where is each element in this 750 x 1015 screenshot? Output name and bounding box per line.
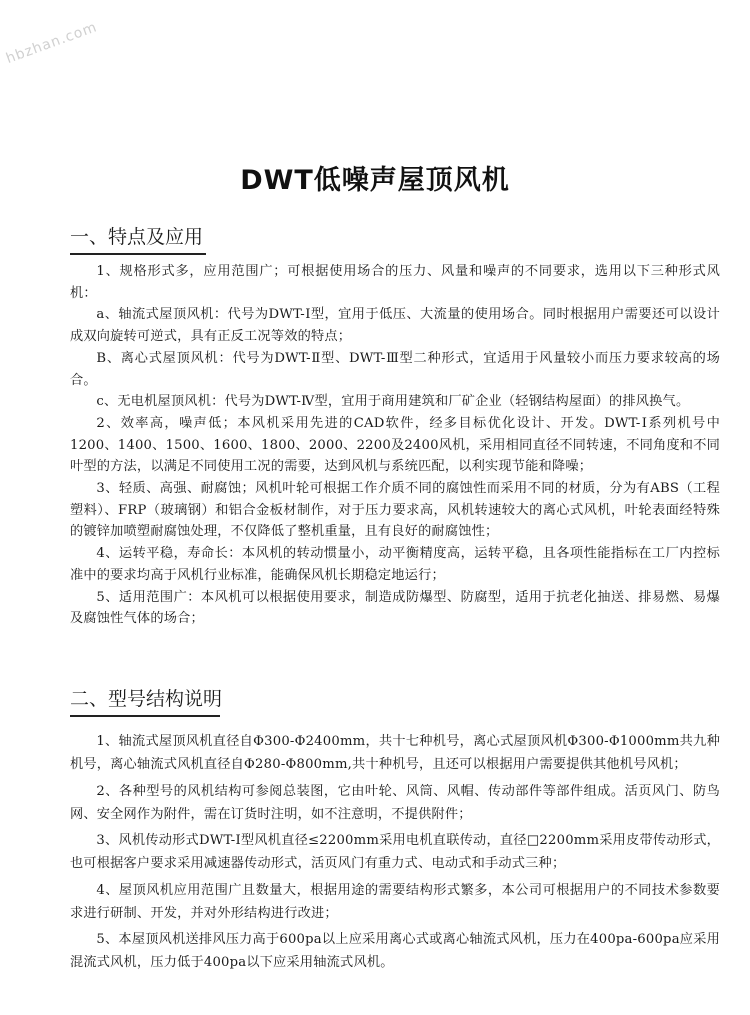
paragraph: 2、效率高，噪声低；本风机采用先进的CAD软件，经多目标优化设计、开发。DWT-Ⅰ系列机号中1200、1400、1500、1600、1800、2000、2200及2400风机，采用相同直径不同转速，不同角度和不同叶型的方法，以满足不同使用工况的需要，达到风机与系统匹配，以利实现节能和降噪； [70, 415, 720, 475]
watermark: hbzhan.com [4, 19, 100, 68]
section-body-model-structure [70, 730, 720, 978]
paragraph: 1、规格形式多，应用范围广；可根据使用场合的压力、风量和噪声的不同要求，选用以下三种形式风机： [70, 264, 720, 301]
heading-underline [70, 715, 220, 717]
section-heading-model-structure [70, 684, 222, 713]
paragraph: 4、屋顶风机应用范围广且数量大，根据用途的需要结构形式繁多，本公司可根据用户的不同技术参数要求进行研制、开发，并对外形结构进行改进； [70, 882, 720, 921]
paragraph: 5、适用范围广：本风机可以根据使用要求，制造成防爆型、防腐型，适用于抗老化抽送、排易燃、易爆及腐蚀性气体的场合； [70, 589, 720, 627]
paragraph: 3、风机传动形式DWT-Ⅰ型风机直径≤2200mm采用电机直联传动，直径□2200mm采用皮带传动形式，也可根据客户要求采用减速器传动形式，活页风门有重力式、电动式和手动式三种； [70, 833, 720, 871]
section-heading-text: 二、型号结构说明 [70, 688, 223, 710]
paragraph: B、离心式屋顶风机：代号为DWT-Ⅱ型、DWT-Ⅲ型二种形式，宜适用于风量较小而压力要求较高的场合。 [70, 350, 720, 388]
paragraph: 1、轴流式屋顶风机直径自Φ300-Φ2400mm，共十七种机号，离心式屋顶风机Φ300-Φ1000mm共九种机号，离心轴流式风机直径自Φ280-Φ800mm,共十种机号，且还可以根据用户需要提供其他机号风机； [70, 734, 720, 772]
section-heading-text: 一、特点及应用 [70, 226, 204, 248]
paragraph: a、轴流式屋顶风机：代号为DWT-Ⅰ型，宜用于低压、大流量的使用场合。同时根据用户需要还可以设计成双向旋转可逆式，具有正反工况等效的特点； [70, 307, 720, 345]
section-heading-features [70, 222, 203, 251]
paragraph: 5、本屋顶风机送排风压力高于600pa以上应采用离心式或离心轴流式风机，压力在400pa-600pa应采用混流式风机，压力低于400pa以下应采用轴流式风机。 [70, 932, 720, 970]
page-title: DWT低噪声屋顶风机 [240, 165, 510, 196]
paragraph: c、无电机屋顶风机：代号为DWT-Ⅳ型，宜用于商用建筑和厂矿企业（轻钢结构屋面）的排风换气。 [96, 394, 690, 410]
section-body-features [70, 261, 720, 630]
paragraph: 4、运转平稳，寿命长：本风机的转动惯量小，动平衡精度高，运转平稳，且各项性能指标在工厂内控标准中的要求均高于风机行业标准，能确保风机长期稳定地运行； [70, 546, 720, 583]
paragraph: 3、轻质、高强、耐腐蚀；风机叶轮可根据工作介质不同的腐蚀性而采用不同的材质，分为有ABS（工程塑料）、FRP（玻璃钢）和铝合金板材制作，对于压力要求高，风机转速较大的离心式风机，叶轮表面经特殊的镀锌加喷塑耐腐蚀处理，不仅降低了整机重量，且有良好的耐腐蚀性； [70, 481, 720, 540]
paragraph: 2、各种型号的风机结构可参阅总装图，它由叶轮、风筒、风帽、传动部件等部件组成。活页风门、防鸟网、安全网作为附件，需在订货时注明，如不注意明，不提供附件； [70, 783, 720, 822]
heading-underline [70, 253, 206, 255]
